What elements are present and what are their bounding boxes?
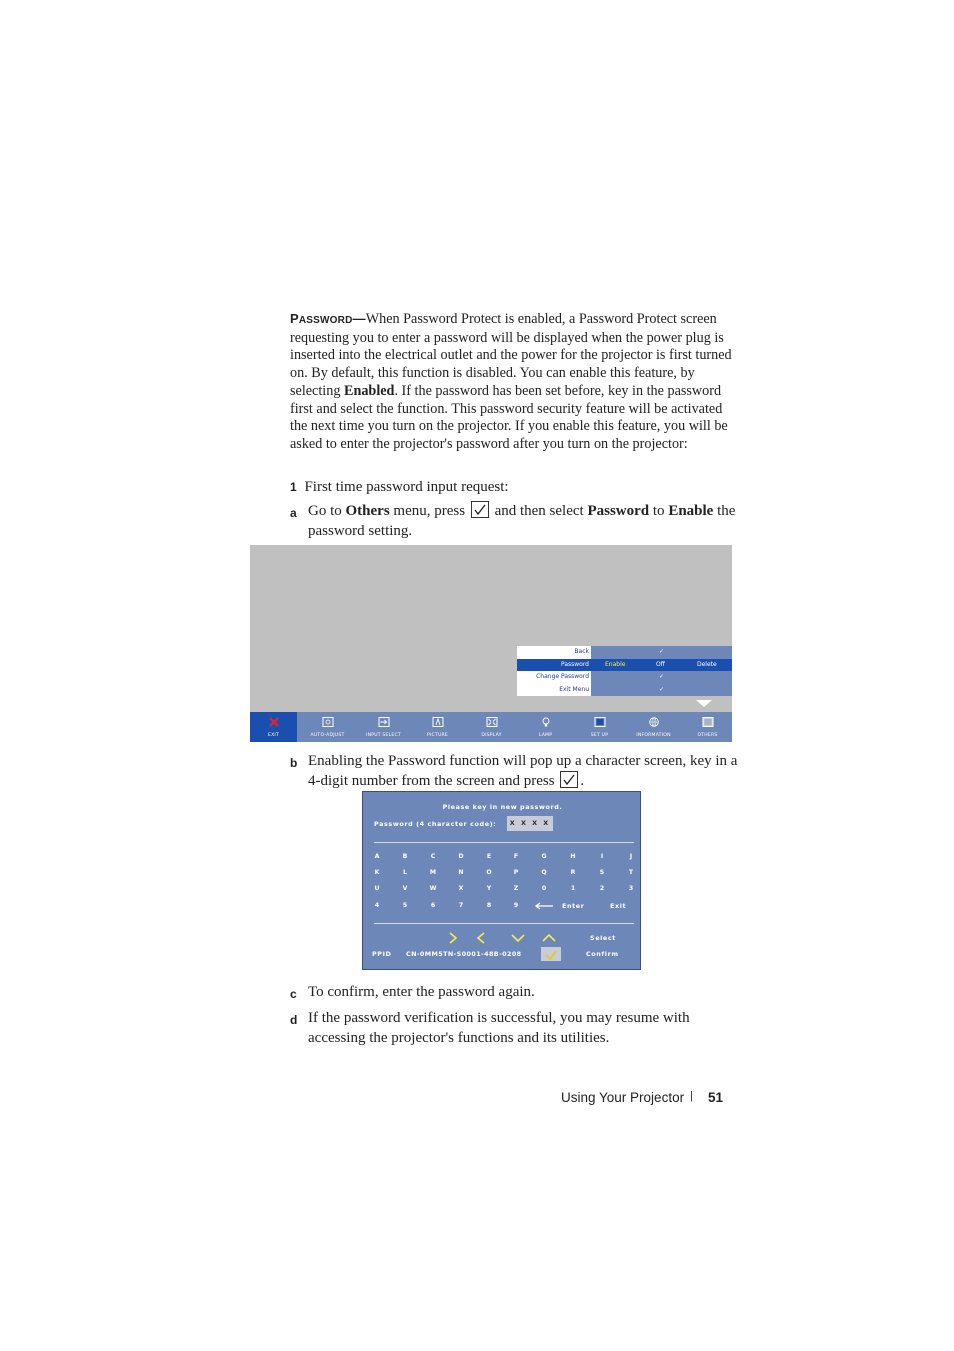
others-menu (517, 646, 732, 696)
arrow-up-icon (542, 932, 556, 944)
key-exit[interactable]: Exit (610, 902, 627, 910)
keypad-key[interactable]: 6 (430, 902, 436, 909)
keypad-key[interactable]: M (429, 869, 437, 876)
intro-text-2: . If the password has been set before, key in the password first and select the function. This password security feature will be activated the next time you turn on the projector. If you enable this feature, you will be asked to enter the projector's password after you turn on the projector: (290, 382, 728, 452)
keypad-key[interactable]: N (458, 869, 464, 876)
confirm-label: Confirm (586, 950, 619, 958)
backspace-arrow-icon[interactable] (534, 902, 554, 910)
set-up-icon (594, 717, 605, 727)
keypad-key[interactable]: 2 (599, 885, 605, 892)
others-icon (702, 717, 713, 727)
password-description (290, 310, 735, 454)
page-number: 51 (708, 1090, 724, 1105)
step-b: Enabling the Password function will pop up a character screen, key in a 4-digit number from the screen and press . (308, 753, 738, 789)
information-globe-icon (648, 717, 659, 727)
picture-icon (432, 717, 443, 727)
keypad-title: Please key in new password. (442, 803, 563, 811)
option-enable[interactable]: Enable (605, 660, 626, 668)
select-label: Select (590, 934, 616, 942)
tab-display[interactable]: DISPLAY (464, 712, 519, 742)
menu-row-change-password[interactable]: Change Password ✓ (517, 671, 732, 684)
step-b-marker: b (290, 756, 298, 770)
ppid-label: PPID (372, 950, 392, 958)
arrow-left-icon (474, 932, 488, 944)
tab-exit[interactable]: EXIT (250, 712, 297, 742)
keypad-key[interactable]: 4 (374, 902, 380, 909)
check-icon: ✓ (659, 648, 665, 655)
tab-information[interactable]: INFORMATION (626, 712, 681, 742)
step-c-marker: c (290, 987, 297, 1001)
keypad-key[interactable]: O (486, 869, 492, 876)
input-select-icon (378, 717, 389, 727)
divider (374, 923, 634, 924)
arrow-down-icon (511, 932, 525, 944)
auto-adjust-icon (322, 717, 333, 727)
tab-picture[interactable]: PICTURE (410, 712, 465, 742)
keypad-key[interactable]: U (374, 885, 380, 892)
keypad-key[interactable]: Z (513, 885, 519, 892)
keypad-key[interactable]: X (458, 885, 464, 892)
step-1 (290, 477, 740, 497)
keypad-key[interactable]: 5 (402, 902, 408, 909)
password-field[interactable]: X X X X (507, 816, 553, 831)
keypad-key[interactable]: 7 (458, 902, 464, 909)
step-a-marker: a (290, 506, 297, 520)
option-off[interactable]: Off (656, 660, 665, 668)
arrow-right-icon (446, 932, 460, 944)
footer-title: Using Your Projector (561, 1090, 685, 1105)
intro-bold: Enabled (343, 382, 395, 399)
step-d: If the password verification is successful, you may resume with accessing the projector's functions and its utilities. (308, 1010, 690, 1046)
check-icon (541, 948, 561, 962)
keypad-key[interactable]: W (429, 885, 437, 892)
check-icon: ✓ (659, 673, 665, 680)
keypad-key[interactable]: S (599, 869, 605, 876)
confirm-button[interactable] (541, 947, 561, 961)
keypad-key[interactable]: P (513, 869, 519, 876)
tab-input-select[interactable]: INPUT SELECT (356, 712, 411, 742)
keypad-key[interactable]: K (374, 869, 380, 876)
divider (374, 842, 634, 843)
check-icon: ✓ (659, 685, 665, 693)
step-d-marker: d (290, 1013, 298, 1027)
section-heading: PASSWORD— (290, 311, 366, 326)
menu-row-password[interactable]: Password Enable Off Delete (517, 659, 732, 672)
footer-separator: | (690, 1090, 693, 1102)
keypad-key[interactable]: E (486, 853, 492, 860)
step-text: First time password input request: (304, 479, 509, 495)
menu-row-back[interactable]: Back ✓ (517, 646, 732, 659)
keypad-key[interactable]: T (628, 869, 634, 876)
tab-set-up[interactable]: SET UP (572, 712, 627, 742)
ppid-value: CN-0MM5TN-S0001-48B-0208 (406, 950, 522, 958)
step-a: Go to Others menu, press and then select Password to Enable the password setting. (308, 503, 736, 539)
keypad-key[interactable]: L (403, 869, 407, 876)
keypad-key[interactable]: A (374, 853, 380, 860)
key-enter[interactable]: Enter (562, 902, 585, 910)
keypad-key[interactable]: J (629, 853, 633, 860)
osd-others-menu-screenshot (250, 545, 732, 742)
keypad-key[interactable]: B (402, 853, 408, 860)
display-icon (486, 717, 497, 727)
keypad-key[interactable]: C (430, 853, 436, 860)
option-delete[interactable]: Delete (697, 660, 717, 668)
keypad-key[interactable]: Y (486, 885, 492, 892)
step-c: To confirm, enter the password again. (308, 984, 535, 1000)
menu-button-icon (471, 501, 489, 518)
close-icon (268, 717, 279, 727)
tab-lamp[interactable]: LAMP (518, 712, 573, 742)
keypad-key[interactable]: F (513, 853, 519, 860)
keypad-key[interactable]: H (570, 853, 576, 860)
tab-auto-adjust[interactable]: AUTO-ADJUST (300, 712, 355, 742)
tab-others[interactable]: OTHERS (680, 712, 735, 742)
password-keypad-screenshot (362, 791, 641, 970)
keypad-key[interactable]: 8 (486, 902, 492, 909)
password-prompt: Password (4 character code): (374, 820, 497, 828)
intro-text: When Password Protect is enabled, a Password Protect screen requesting you to enter a password will be displayed when the power plug is inserted into the electrical outlet and the power for the projector is first turned on. By default, this function is disabled. You can enable this feature, by selecting (290, 311, 732, 399)
menu-button-icon (560, 771, 578, 788)
keypad-key[interactable]: 1 (570, 885, 576, 892)
lamp-icon (540, 717, 551, 727)
menu-row-exit-menu[interactable]: Exit Menu ✓ (517, 684, 732, 697)
keypad-key[interactable]: 0 (541, 885, 547, 892)
keypad-key[interactable]: R (570, 869, 576, 876)
keypad-key[interactable]: I (600, 853, 604, 860)
keypad-key[interactable]: 3 (628, 885, 634, 892)
keypad-key[interactable]: Q (541, 869, 547, 876)
keypad-key[interactable]: 9 (513, 902, 519, 909)
keypad-key[interactable]: V (402, 885, 408, 892)
keypad-key[interactable]: G (541, 853, 547, 860)
osd-menu-tab-bar (250, 712, 732, 742)
step-marker: 1 (290, 480, 297, 494)
scroll-down-arrow-icon[interactable] (696, 700, 712, 707)
keypad-key[interactable]: D (458, 853, 464, 860)
